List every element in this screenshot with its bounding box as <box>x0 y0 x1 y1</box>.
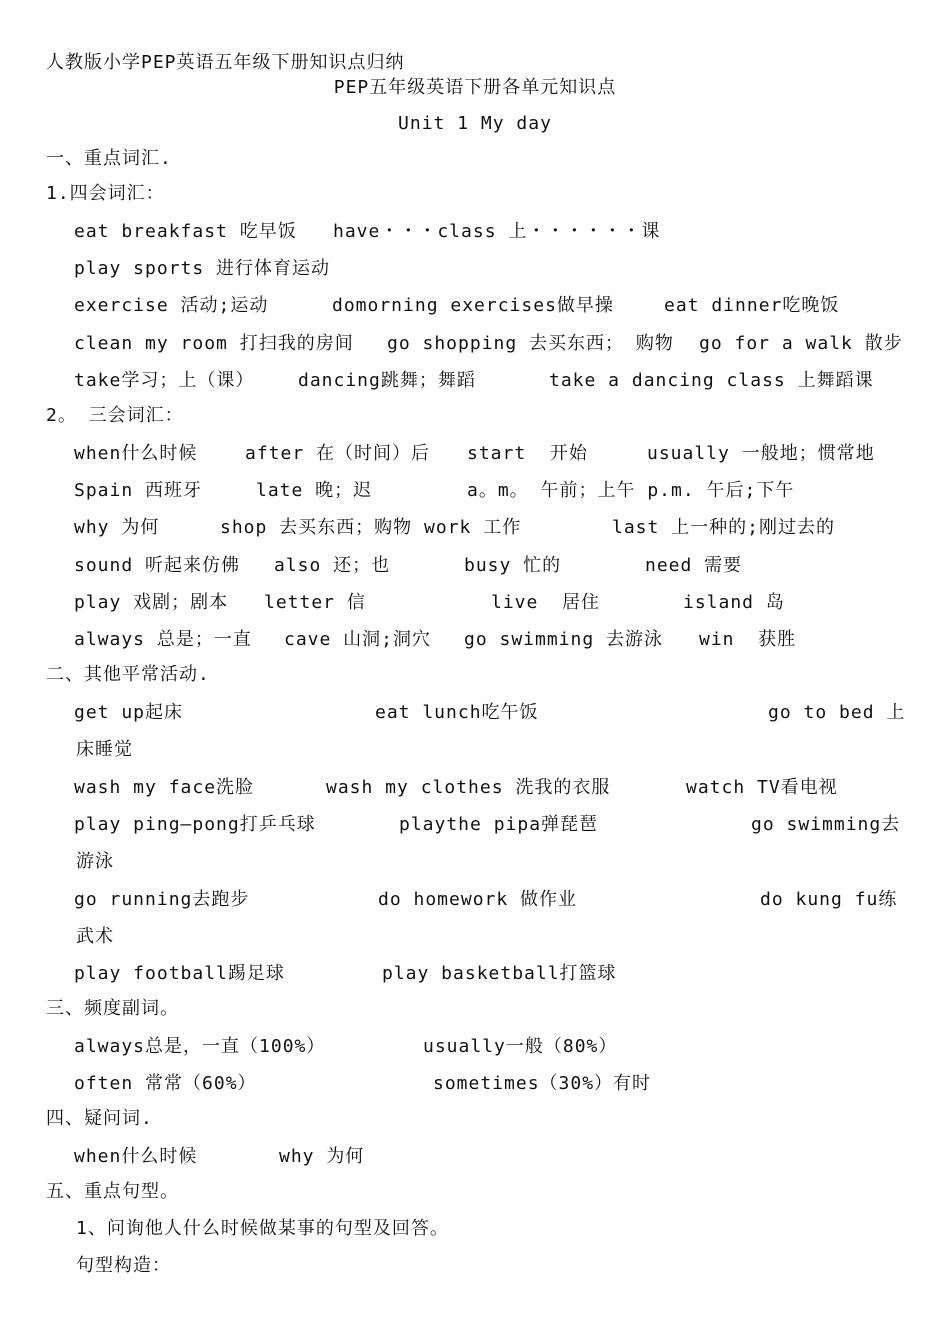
vocab-item: after 在（时间）后 <box>245 443 431 464</box>
activity-item-continuation: 床睡觉 <box>76 739 133 760</box>
vocab-item: late 晚；迟 <box>256 480 373 501</box>
vocab-item: also 还；也 <box>274 555 391 576</box>
activity-item: go running去跑步 <box>74 889 250 910</box>
vocab-item: go shopping 去买东西； 购物 <box>387 333 674 354</box>
vocab-item: take a dancing class 上舞蹈课 <box>549 370 874 391</box>
vocab-item: live 居住 <box>491 592 601 613</box>
vocab-item: eat breakfast 吃早饭 <box>74 221 297 242</box>
vocab-item: eat dinner吃晚饭 <box>664 295 840 316</box>
main-title: PEP五年级英语下册各单元知识点 <box>333 77 617 98</box>
vocab-item: win 获胜 <box>699 629 797 650</box>
vocab-item: Spain 西班牙 <box>74 480 203 501</box>
activity-item: watch TV看电视 <box>686 777 838 798</box>
vocab-item: need 需要 <box>645 555 743 576</box>
vocab-item: sound 听起来仿佛 <box>74 555 241 576</box>
vocab-item: letter 信 <box>264 592 366 613</box>
vocab-item: island 岛 <box>683 592 785 613</box>
vocab-item: start 开始 <box>467 443 588 464</box>
question-word-item: when什么时候 <box>74 1146 198 1167</box>
activity-item-continuation: 游泳 <box>76 851 114 872</box>
activity-item: play ping—pong打乒乓球 <box>74 814 316 835</box>
document-title: 人教版小学PEP英语五年级下册知识点归纳 <box>46 52 405 73</box>
vocab-item: last 上一种的;刚过去的 <box>612 517 836 538</box>
subsection-three-skill-vocab: 2。 三会词汇： <box>46 405 184 426</box>
frequency-item: sometimes（30%）有时 <box>433 1073 652 1094</box>
vocab-item: shop 去买东西；购物 work 工作 <box>220 517 522 538</box>
activity-item: playthe pipa弹琵琶 <box>399 814 599 835</box>
activity-item: go swimming去 <box>751 814 901 835</box>
vocab-item: have・・・class 上・・・・・・课 <box>333 221 661 242</box>
activity-item: wash my face洗脸 <box>74 777 255 798</box>
vocab-item: go swimming 去游泳 <box>464 629 664 650</box>
frequency-item: always总是，一直（100%） <box>74 1036 326 1057</box>
section-heading-activities: 二、其他平常活动. <box>46 664 210 685</box>
activity-item: play basketball打篮球 <box>382 963 617 984</box>
vocab-item: a。m。 午前；上午 p.m. 午后;下午 <box>467 480 795 501</box>
vocab-item: always 总是；一直 <box>74 629 252 650</box>
subsection-four-skill-vocab: 1.四会词汇： <box>46 183 165 204</box>
section-heading-frequency-adverbs: 三、频度副词。 <box>46 998 179 1019</box>
activity-item-continuation: 武术 <box>76 926 114 947</box>
vocab-item: play 戏剧；剧本 <box>74 592 229 613</box>
vocab-item: when什么时候 <box>74 443 198 464</box>
vocab-item: why 为何 <box>74 517 160 538</box>
vocab-item: clean my room 打扫我的房间 <box>74 333 354 354</box>
question-word-item: why 为何 <box>279 1146 365 1167</box>
activity-item: do homework 做作业 <box>378 889 578 910</box>
sentence-structure-label: 句型构造： <box>76 1255 171 1276</box>
vocab-item: domorning exercises做早操 <box>332 295 614 316</box>
section-heading-question-words: 四、疑问词. <box>46 1108 153 1129</box>
vocab-item: dancing跳舞；舞蹈 <box>298 370 476 391</box>
activity-item: go to bed 上 <box>768 702 906 723</box>
unit-title: Unit 1 My day <box>398 113 552 134</box>
vocab-item: go for a walk 散步 <box>699 333 903 354</box>
activity-item: play football踢足球 <box>74 963 285 984</box>
section-heading-key-sentences: 五、重点句型。 <box>46 1181 179 1202</box>
frequency-item: usually一般（80%） <box>423 1036 618 1057</box>
activity-item: get up起床 <box>74 702 184 723</box>
sentence-pattern-item: 1、问询他人什么时候做某事的句型及回答。 <box>76 1218 449 1239</box>
activity-item: eat lunch吃午饭 <box>375 702 539 723</box>
vocab-item: exercise 活动;运动 <box>74 295 269 316</box>
vocab-item: take学习；上（课） <box>74 370 255 391</box>
activity-item: wash my clothes 洗我的衣服 <box>326 777 611 798</box>
section-heading-key-vocab: 一、重点词汇. <box>46 148 172 169</box>
frequency-item: often 常常（60%） <box>74 1073 257 1094</box>
vocab-item: play sports 进行体育运动 <box>74 258 331 279</box>
activity-item: do kung fu练 <box>760 889 898 910</box>
vocab-item: usually 一般地；惯常地 <box>647 443 875 464</box>
vocab-item: cave 山洞;洞穴 <box>284 629 432 650</box>
vocab-item: busy 忙的 <box>464 555 562 576</box>
